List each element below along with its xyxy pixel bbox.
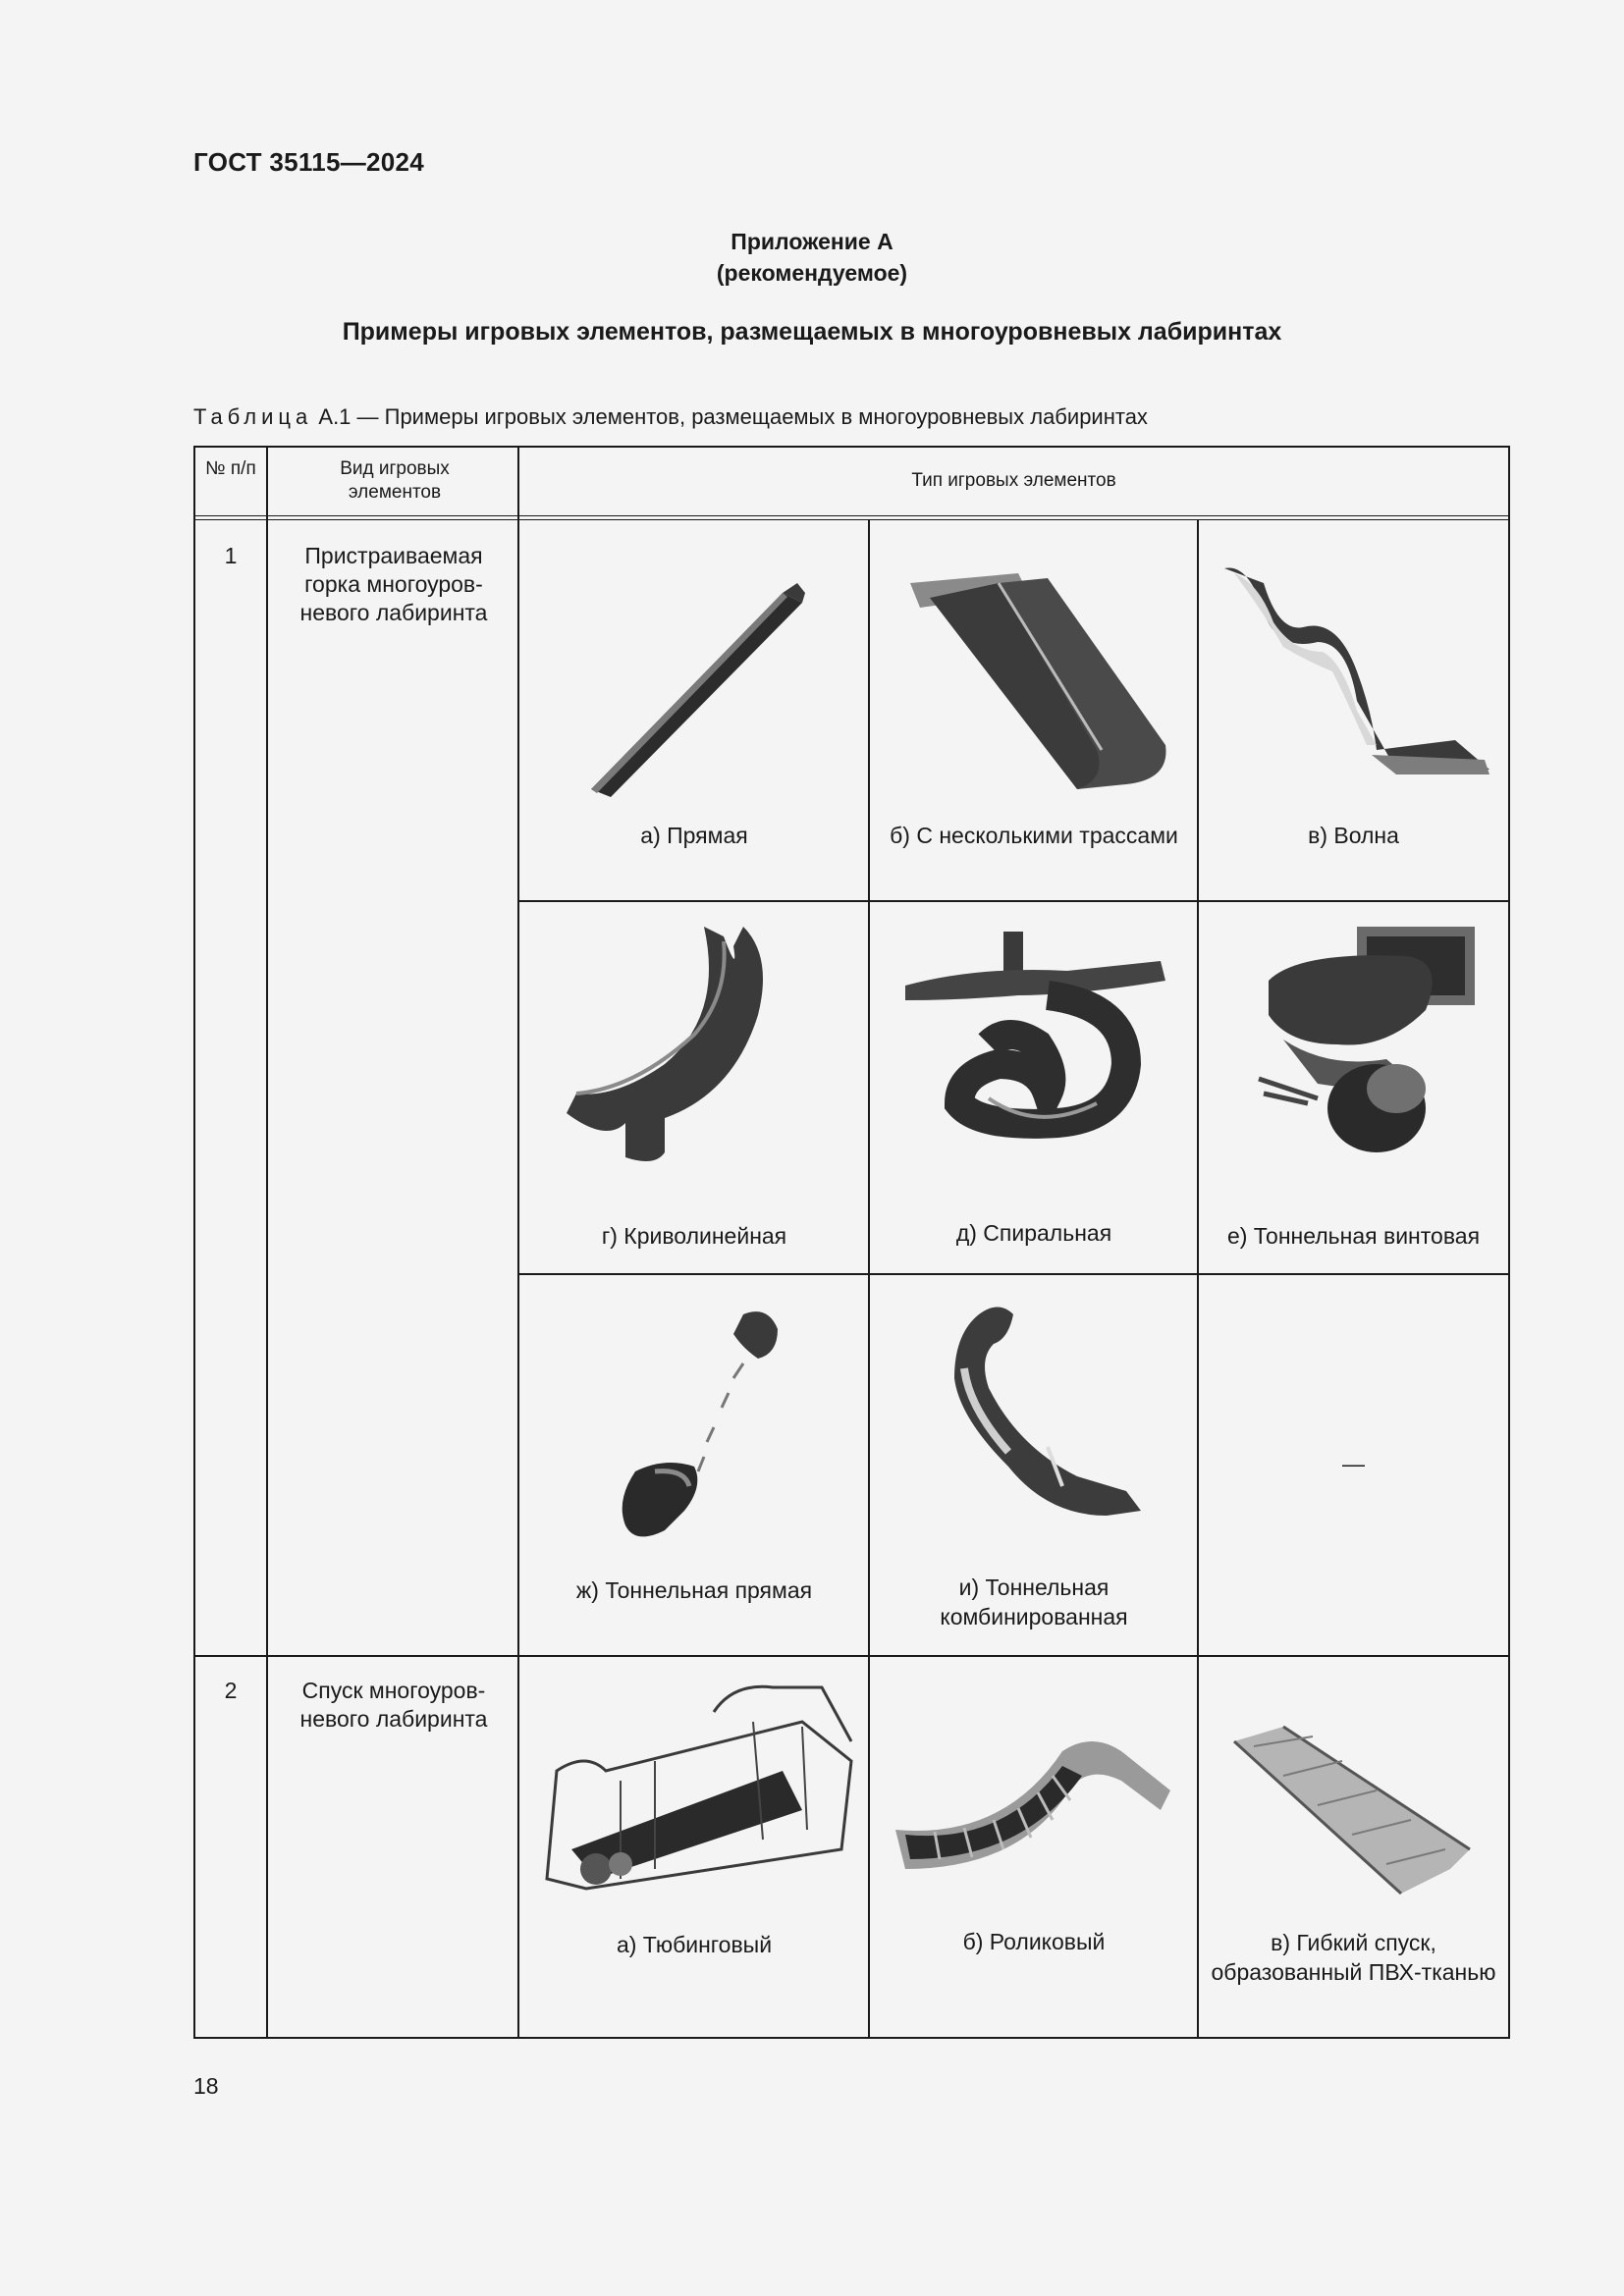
item-label: е) Тоннельная винтовая	[1226, 1223, 1481, 1249]
header-rule-1	[193, 515, 1510, 516]
table-caption	[193, 404, 1148, 430]
table-border-bottom	[193, 2037, 1510, 2039]
col-header-number: № п/п	[205, 458, 256, 479]
row-1-kind: Пристраиваемая горка многоуров- невого лабиринта	[299, 543, 488, 625]
item-label: б) Роликовый	[962, 1929, 1106, 1954]
subrow-line-1	[518, 900, 1510, 902]
item-label: б) С несколькими трассами	[890, 823, 1178, 848]
item-label: и) Тоннельная комбинированная	[940, 1575, 1128, 1629]
col-line-4	[1197, 519, 1199, 2039]
wave-slide-icon	[1210, 554, 1494, 799]
pvc-fabric-descent-icon	[1224, 1722, 1480, 1898]
col-header-kind: Вид игровых элементов	[340, 458, 450, 503]
item-label: ж) Тоннельная прямая	[575, 1577, 813, 1603]
header-rule-2	[193, 519, 1510, 520]
item-label: д) Спиральная	[955, 1220, 1112, 1246]
row-line-2	[193, 1655, 1510, 1657]
spiral-slide-icon	[900, 927, 1185, 1162]
item-label: а) Тюбинговый	[616, 1932, 773, 1957]
table-border-right	[1508, 446, 1510, 2039]
table-caption-text: А.1 — Примеры игровых элементов, размещаемых в многоуровневых лабиринтах	[318, 404, 1148, 429]
item-label: в) Гибкий спуск, образованный ПВХ-тканью	[1211, 1930, 1496, 1985]
appendix-title: Приложение А	[731, 229, 893, 254]
tubing-descent-icon	[527, 1682, 861, 1898]
appendix-status: (рекомендуемое)	[716, 260, 908, 286]
roller-descent-icon	[886, 1722, 1180, 1879]
table-border-top	[193, 446, 1510, 448]
appendix-title-block	[0, 226, 1624, 289]
section-heading: Примеры игровых элементов, размещаемых в многоуровневых лабиринтах	[342, 318, 1282, 346]
page-number: 18	[193, 2073, 219, 2099]
tunnel-straight-slide-icon	[596, 1300, 812, 1555]
col-header-type: Тип игровых элементов	[911, 470, 1116, 491]
multi-lane-slide-icon	[900, 554, 1175, 799]
table-border-left	[193, 446, 195, 2039]
item-label: а) Прямая	[640, 823, 748, 848]
elements-table	[193, 446, 1510, 2039]
tunnel-spiral-slide-icon	[1210, 922, 1494, 1167]
row-2-number: 2	[224, 1678, 238, 1703]
subrow-line-2	[518, 1273, 1510, 1275]
col-line-1	[266, 446, 268, 2039]
tunnel-combined-slide-icon	[900, 1300, 1165, 1535]
item-label: г) Криволинейная	[601, 1223, 787, 1249]
row-2-kind: Спуск многоуров- невого лабиринта	[299, 1678, 488, 1732]
item-label: в) Волна	[1308, 823, 1399, 848]
col-line-2	[517, 446, 519, 2039]
row-1-number: 1	[224, 543, 238, 568]
col-line-3	[868, 519, 870, 2039]
empty-cell-dash: —	[1342, 1451, 1365, 1476]
curved-slide-icon	[557, 917, 812, 1172]
table-caption-prefix: Таблица	[193, 404, 313, 429]
standard-code: ГОСТ 35115—2024	[193, 147, 425, 177]
straight-slide-icon	[581, 563, 807, 799]
